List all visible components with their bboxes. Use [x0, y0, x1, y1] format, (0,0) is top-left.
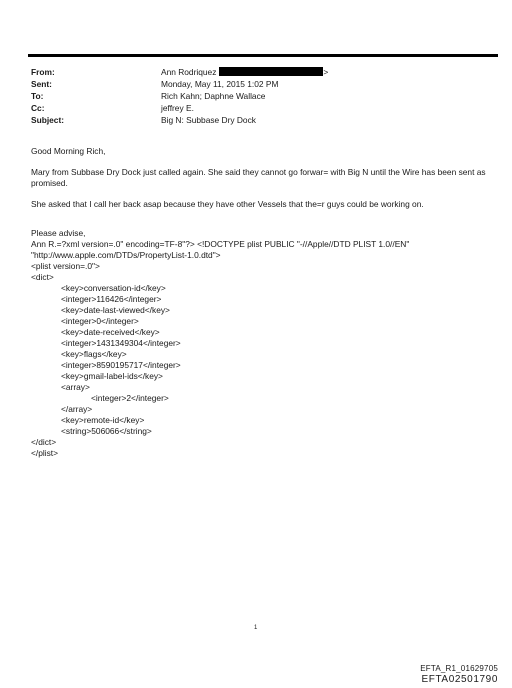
paragraph-2: She asked that I call her back asap because they have other Vessels that the=r guys could be working on.: [31, 199, 424, 209]
paragraph-1: Mary from Subbase Dry Dock just called again. She said they cannot go forwar= with Big N until the Wire has been sent as promised.: [31, 167, 486, 188]
body-line: <key>gmail-label-ids</key>: [61, 371, 163, 381]
bates-number-1: EFTA_R1_01629705: [420, 664, 498, 673]
body-line: <array>: [61, 382, 90, 392]
from-row: [31, 66, 328, 78]
sender-name: Ann Rodriquez: [161, 67, 217, 77]
email-header: [31, 66, 328, 126]
body-line: Ann R.=?xml version=.0" encoding=TF-8"?> <!DOCTYPE plist PUBLIC "-//Apple//DTD PLIST 1.0//EN": [31, 239, 410, 249]
sent-row: [31, 78, 328, 90]
from-label: From:: [31, 67, 55, 77]
from-value: [161, 66, 328, 78]
top-rule: [28, 54, 498, 57]
body-line: <key>conversation-id</key>: [61, 283, 166, 293]
body-line: <key>date-received</key>: [61, 327, 160, 337]
bates-number-2: EFTA02501790: [421, 674, 498, 685]
body-line: <integer>116426</integer>: [61, 294, 162, 304]
from-suffix: >: [323, 67, 329, 77]
cc-row: [31, 102, 328, 114]
redaction-bar: [219, 67, 323, 76]
body-line: </plist>: [31, 448, 59, 458]
cc-label: Cc:: [31, 103, 45, 113]
body-line: </array>: [61, 404, 93, 414]
body-line: <key>remote-id</key>: [61, 415, 145, 425]
plist-block: [31, 228, 491, 459]
body-line: <key>date-last-viewed</key>: [61, 305, 170, 315]
body-line: </dict>: [31, 437, 57, 447]
sent-label: Sent:: [31, 79, 52, 89]
email-body: [31, 146, 491, 459]
body-line: <dict>: [31, 272, 54, 282]
subject-label: Subject:: [31, 115, 65, 125]
subject-row: [31, 114, 328, 126]
page-number: 1: [254, 625, 258, 631]
body-line: <integer>1431349304</integer>: [61, 338, 181, 348]
to-row: [31, 90, 328, 102]
body-line: <plist version=.0">: [31, 261, 100, 271]
body-line: "http://www.apple.com/DTDs/PropertyList-1.0.dtd">: [31, 250, 221, 260]
sent-value: Monday, May 11, 2015 1:02 PM: [161, 79, 279, 89]
cc-value: jeffrey E.: [161, 103, 194, 113]
to-value: Rich Kahn; Daphne Wallace: [161, 91, 266, 101]
body-line: <integer>8590195717</integer>: [61, 360, 181, 370]
body-line: <integer>0</integer>: [61, 316, 139, 326]
greeting: Good Morning Rich,: [31, 146, 106, 156]
subject-value: Big N: Subbase Dry Dock: [161, 115, 256, 125]
body-line: Please advise,: [31, 228, 86, 238]
body-line: <string>506066</string>: [61, 426, 152, 436]
to-label: To:: [31, 91, 44, 101]
body-line: <integer>2</integer>: [91, 393, 169, 403]
body-line: <key>flags</key>: [61, 349, 127, 359]
